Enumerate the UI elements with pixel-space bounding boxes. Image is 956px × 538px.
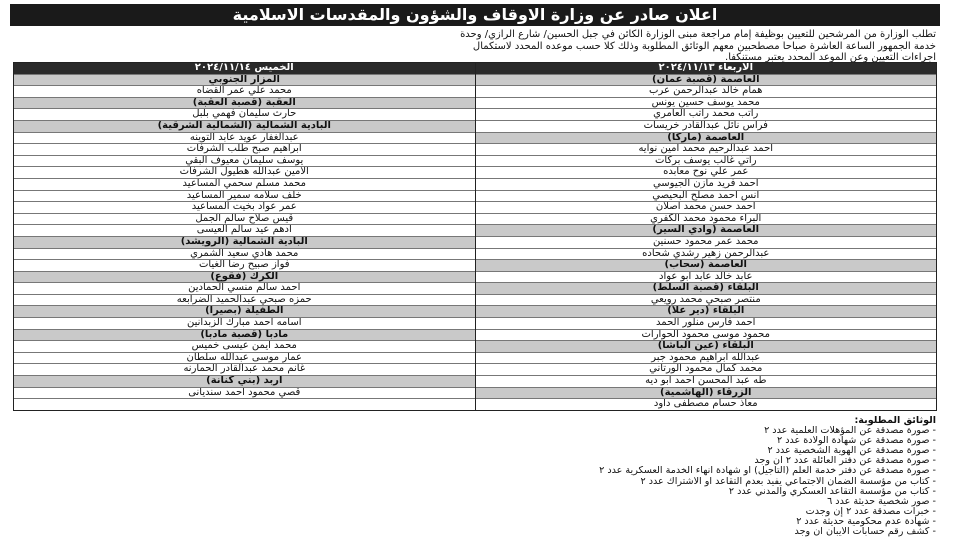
candidate-name: محمود موسى محمود الحوارات xyxy=(476,330,937,342)
thursday-column xyxy=(14,63,475,410)
wednesday-column xyxy=(475,63,937,410)
candidate-name: معاذ حسام مصطفى داود xyxy=(653,399,758,410)
region-header: الكرك (فقوع) xyxy=(14,272,475,284)
candidate-name: احمد سالم منسي الحمادين xyxy=(14,283,475,295)
intro-line: خدمة الجمهور الساعة العاشرة صباحاً مصطحبين معهم الوثائق المطلوبة وذلك كلا حسب موعده المحدد لاستكمال xyxy=(472,40,936,52)
required-documents xyxy=(14,416,936,537)
candidate-name: محمد كمال محمود الورتاني xyxy=(476,364,937,376)
candidate-name: حارث سليمان فهمي بلبل xyxy=(14,109,475,121)
candidate-name: عمار موسى عبدالله سلطان xyxy=(14,353,475,365)
document-item: - كتاب من مؤسسة التقاعد العسكري والمدني عدد ٢ xyxy=(728,486,936,497)
candidate-name: محمد مسلم سحمي المساعيد xyxy=(14,179,475,191)
candidate-name: قصي محمود احمد سنديانى xyxy=(14,388,475,400)
candidate-name: قيس صلاح سالم الجمل xyxy=(14,214,475,226)
candidate-name: فواز صبيح رضا الغيات xyxy=(14,260,475,272)
region-header: العاصمة (قصبة عمان) xyxy=(476,75,937,87)
region-header: العاصمة (وادي السير) xyxy=(476,225,937,237)
empty-cell xyxy=(14,399,475,410)
document-item: - شهادة عدم محكومية حديثة عدد ٢ xyxy=(796,516,936,527)
region-header: اربد (بني كنانة) xyxy=(14,376,475,388)
document-item: - صور شخصية حديثة عدد ٦ xyxy=(827,496,936,507)
document-item: - صورة مصدقة عن الهوية الشخصية عدد ٢ xyxy=(767,446,936,457)
document-item: - كتاب من مؤسسة الضمان الاجتماعي يفيد بعدم التقاعد او الاشتراك عدد ٢ xyxy=(640,476,936,487)
intro-paragraph xyxy=(14,29,936,64)
candidate-name: ادهم عيد سالم العيسى xyxy=(14,225,475,237)
candidate-name: خلف سلامه سمير المساعيد xyxy=(14,191,475,203)
region-header: العاصمة (سحاب) xyxy=(476,260,937,272)
candidate-name: عمر عواد بخيت المساعيد xyxy=(14,202,475,214)
region-header: العقبة (قصبة العقبة) xyxy=(14,98,475,110)
candidate-name: فراس نائل عبدالقادر خريسات xyxy=(476,121,937,133)
candidates-table xyxy=(13,62,937,411)
candidate-name: راتي غالب يوسف بركات xyxy=(476,156,937,168)
region-header: العاصمة (ماركا) xyxy=(476,133,937,145)
candidate-name: البراء محمود محمد الكفري xyxy=(476,214,937,226)
candidate-name: احمد حسن محمد اصلان xyxy=(476,202,937,214)
candidate-name: عبدالغفار عويد عابد التوينه xyxy=(14,133,475,145)
candidate-name: محمد ايمن عيسى خميس xyxy=(14,341,475,353)
candidate-name: راتب محمد راتب العامري xyxy=(476,109,937,121)
candidate-name: غانم محمد عبدالقادر الحمارنه xyxy=(14,364,475,376)
region-header: البادية الشمالية (الشمالية الشرقية) xyxy=(14,121,475,133)
document-item: - صورة مصدقة عن دفتر خدمة العلم (التأجيل) او شهادة انهاء الخدمة العسكرية عدد ٢ xyxy=(599,466,936,477)
candidate-name: محمد علي عمر القضاه xyxy=(14,86,475,98)
documents-heading: الوثائق المطلوبة: xyxy=(854,416,936,426)
candidate-name: يوسف سليمان معيوف البقي xyxy=(14,156,475,168)
document-item: - صورة مصدقة عن شهادة الولادة عدد ٢ xyxy=(776,436,936,447)
announcement-title: اعلان صادر عن وزارة الاوقاف والشؤون والمقدسات الاسلامية xyxy=(10,4,940,26)
candidate-name: عابد خالد عابد ابو عواد xyxy=(476,272,937,284)
date-header: الخميس ٢٠٢٤/١١/١٤ xyxy=(14,63,475,75)
candidate-name: عبدالرحمن زهير رشدي شحاده xyxy=(476,249,937,261)
region-header: البلقاء (قصبة السلط) xyxy=(476,283,937,295)
date-header: الاربعاء ٢٠٢٤/١١/١٣ xyxy=(476,63,937,75)
region-header: المزار الجنوبي xyxy=(14,75,475,87)
candidate-name: احمد فارس منلور الحمد xyxy=(476,318,937,330)
region-header: البلقاء (دير علا) xyxy=(476,306,937,318)
announcement-sheet xyxy=(10,0,940,538)
candidate-name: عبدالله ابراهيم محمود جبر xyxy=(476,353,937,365)
region-header: البادية الشمالية (الرويشد) xyxy=(14,237,475,249)
documents-list xyxy=(14,426,936,537)
intro-line: تطلب الوزارة من المرشحين للتعيين بوظيفة إمام مراجعة مبنى الوزارة الكائن في جبل الحسين/ شارع الرازي/ وحدة xyxy=(460,29,936,40)
document-item: - صورة مصدقة عن المؤهلات العلمية عدد ٢ xyxy=(764,426,936,437)
document-item: - خبرات مصدقة عدد ٢ إن وجدت xyxy=(805,506,936,517)
region-header: البلقاء (عين الباشا) xyxy=(476,341,937,353)
candidate-name: محمد هادي سعيد الشمري xyxy=(14,249,475,261)
candidate-name: حمزه صبحي عبدالحميد الضرابعه xyxy=(14,295,475,307)
document-item: - صورة مصدقة عن دفتر العائلة عدد ٢ ان وجد xyxy=(754,456,936,467)
document-item: - كشف رقم حسابات الايبان ان وجد xyxy=(794,527,936,538)
region-header: مادبا (قصبة مادبا) xyxy=(14,330,475,342)
candidate-name: اسامه احمد مبارك الزبدانين xyxy=(14,318,475,330)
candidate-name: ابراهيم صبح طلب الشرفات xyxy=(14,144,475,156)
candidate-name: همام خالد عبدالرحمن عرب xyxy=(476,86,937,98)
candidate-name: انس احمد مصلح البحيصي xyxy=(476,191,937,203)
region-header: الزرقاء (الهاشمية) xyxy=(476,388,937,400)
intro-line: اجراءات التعيين وعن الموعد المحدد يعتبر مستنكفاً. xyxy=(725,52,936,63)
candidate-name: طه عبد المحسن احمد ابو ديه xyxy=(476,376,937,388)
candidate-name: احمد عبدالرحيم محمد امين نوايه xyxy=(476,144,937,156)
candidate-name: محمد يوسف حسين يونس xyxy=(476,98,937,110)
candidate-name: عمر علي نوح معابده xyxy=(476,167,937,179)
region-header: الطفيلة (بصيرا) xyxy=(14,306,475,318)
candidate-name: منتصر صبحي محمد رويعي xyxy=(476,295,937,307)
candidate-name: محمد عمر محمود حسنين xyxy=(476,237,937,249)
candidate-name: الامين عبدالله هطيول الشرفات xyxy=(14,167,475,179)
candidate-name: احمد فريد مازن الجيوسي xyxy=(476,179,937,191)
